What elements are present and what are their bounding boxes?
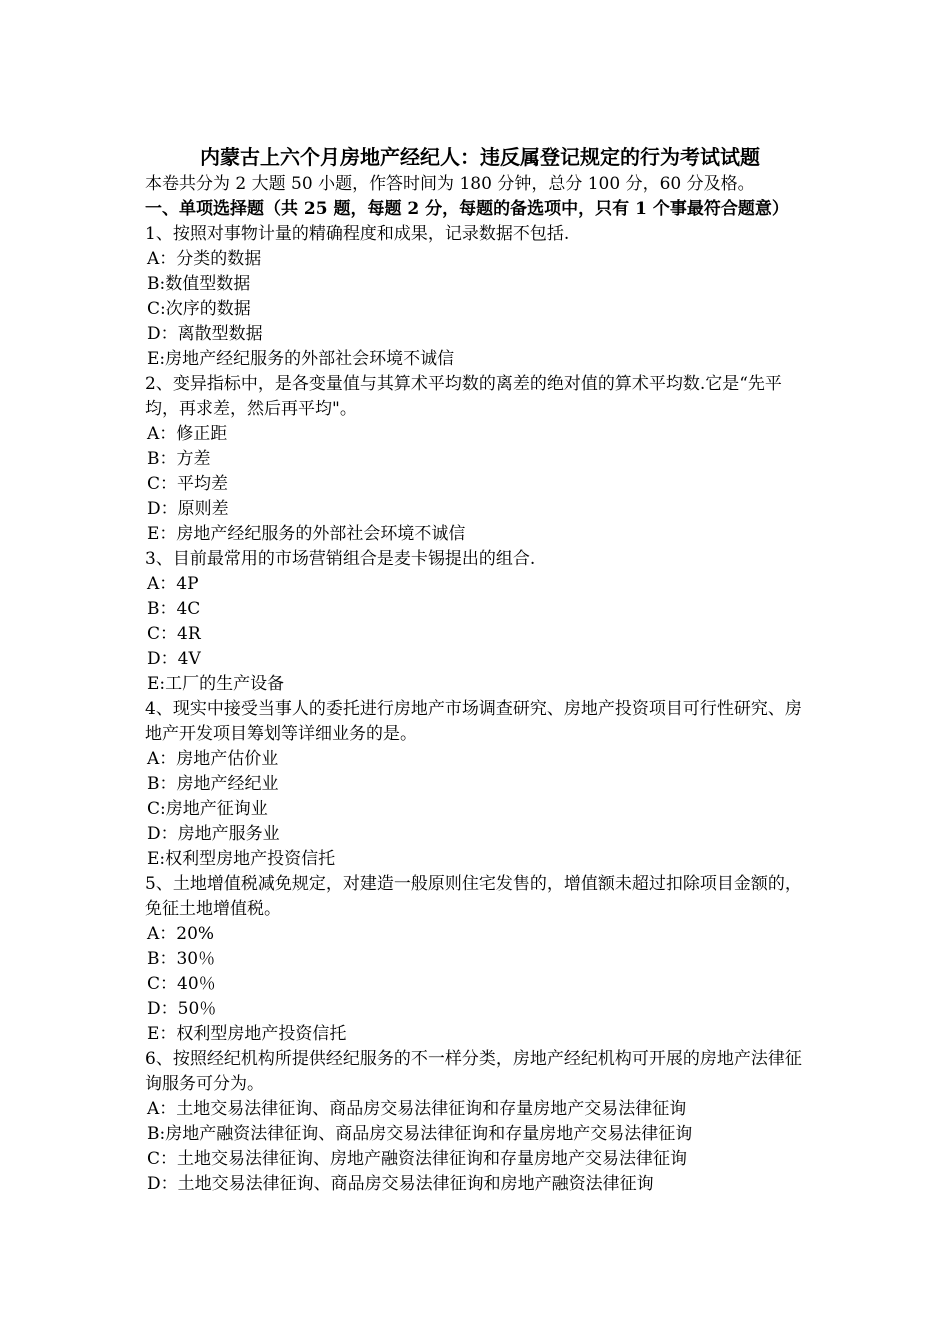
document-page [145, 142, 815, 1197]
exam-intro: 本卷共分为 2 大题 50 小题，作答时间为 180 分钟，总分 100 分，60 分及格。 [145, 174, 755, 194]
answer-option: E:工厂的生产设备 [147, 674, 285, 694]
answer-option: C：40％ [147, 974, 216, 994]
answer-option: D：房地产服务业 [147, 824, 280, 844]
answer-option: C:房地产征询业 [147, 799, 268, 819]
option-list [145, 747, 815, 872]
option-list [145, 247, 815, 372]
answer-option: D：原则差 [147, 499, 229, 519]
answer-option: B:房地产融资法律征询、商品房交易法律征询和存量房地产交易法律征询 [147, 1124, 693, 1144]
question-3 [145, 547, 815, 697]
answer-option: B：30％ [147, 949, 216, 969]
answer-option: E：房地产经纪服务的外部社会环境不诚信 [147, 524, 466, 544]
option-list [145, 1097, 815, 1197]
question-text: 5、土地增值税减免规定，对建造一般原则住宅发售的，增值额未超过扣除项目金额的，免征土地增值税。 [145, 874, 802, 919]
answer-option: B：房地产经纪业 [147, 774, 279, 794]
option-list [145, 572, 815, 697]
answer-option: D：4V [147, 649, 201, 669]
answer-option: D：50％ [147, 999, 217, 1019]
answer-option: E：权利型房地产投资信托 [147, 1024, 347, 1044]
question-2 [145, 372, 815, 547]
document-title: 内蒙古上六个月房地产经纪人：违反属登记规定的行为考试试题 [200, 145, 760, 169]
answer-option: A：修正距 [147, 424, 228, 444]
answer-option: B:数值型数据 [147, 274, 251, 294]
answer-option: E:权利型房地产投资信托 [147, 849, 336, 869]
answer-option: D：土地交易法律征询、商品房交易法律征询和房地产融资法律征询 [147, 1174, 654, 1194]
question-text: 6、按照经纪机构所提供经纪服务的不一样分类，房地产经纪机构可开展的房地产法律征询服务可分为。 [145, 1049, 802, 1094]
answer-option: D：离散型数据 [147, 324, 263, 344]
answer-option: C:次序的数据 [147, 299, 251, 319]
answer-option: B：4C [147, 599, 201, 619]
answer-option: C：土地交易法律征询、房地产融资法律征询和存量房地产交易法律征询 [147, 1149, 688, 1169]
question-list [145, 222, 815, 1197]
question-4 [145, 697, 815, 872]
section-heading-single-choice: 一、单项选择题（共 25 题，每题 2 分，每题的备选项中，只有 1 个事最符合题意） [145, 199, 789, 219]
question-1 [145, 222, 815, 372]
option-list [145, 922, 815, 1047]
answer-option: E:房地产经纪服务的外部社会环境不诚信 [147, 349, 455, 369]
answer-option: A：房地产估价业 [147, 749, 279, 769]
answer-option: A：土地交易法律征询、商品房交易法律征询和存量房地产交易法律征询 [147, 1099, 687, 1119]
answer-option: C：平均差 [147, 474, 229, 494]
answer-option: A：4P [147, 574, 199, 594]
answer-option: A：分类的数据 [147, 249, 262, 269]
question-6 [145, 1047, 815, 1197]
question-text: 2、变异指标中，是各变量值与其算术平均数的离差的绝对值的算术平均数.它是“先平均，再求差，然后再平均"。 [145, 374, 782, 419]
answer-option: A：20% [147, 924, 215, 944]
answer-option: B：方差 [147, 449, 211, 469]
question-text: 3、目前最常用的市场营销组合是麦卡锡提出的组合. [145, 549, 536, 569]
answer-option: C：4R [147, 624, 201, 644]
question-text: 1、按照对事物计量的精确程度和成果，记录数据不包括. [145, 224, 570, 244]
question-5 [145, 872, 815, 1047]
question-text: 4、现实中接受当事人的委托进行房地产市场调查研究、房地产投资项目可行性研究、房地产开发项目筹划等详细业务的是。 [145, 699, 802, 744]
option-list [145, 422, 815, 547]
